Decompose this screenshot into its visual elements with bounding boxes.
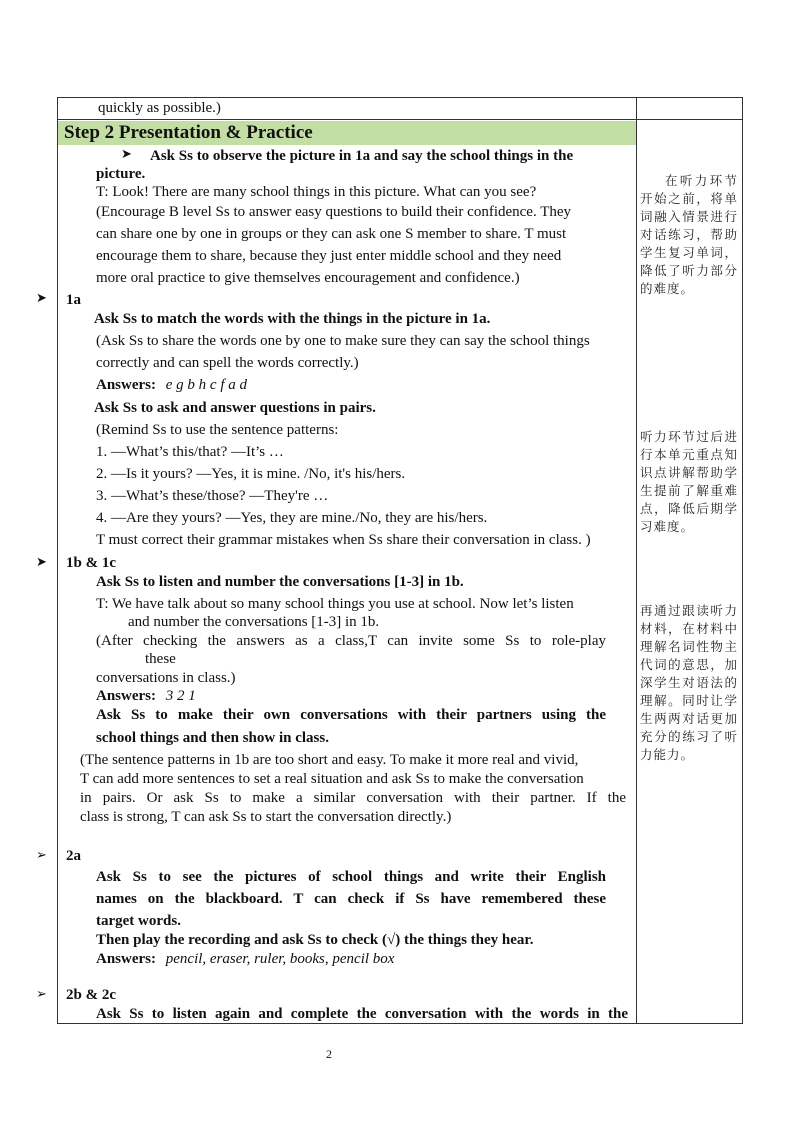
sentence-pattern: 1. —What’s this/that? —It’s … (96, 444, 284, 460)
answers-value: 3 2 1 (165, 688, 196, 704)
side-note: 在听力环节开始之前，将单词融入情景进行对话练习，帮助学生复习单词，降低了听力部分的难度。 (640, 173, 738, 296)
side-note: 再通过跟读听力材料，在材料中理解名词性物主代词的意思，加深学生对语法的理解。同时让学生两两对话更加充分的练习了听力能力。 (640, 603, 738, 762)
make-text: Ask Ss to make their own conversations with their partners using the (96, 707, 606, 723)
section-1a-instruction: Ask Ss to match the words with the things in the picture in 1a. (94, 311, 491, 327)
arrow-bullet-icon: ➤ (36, 555, 47, 570)
section-1b-teacher-line: T: We have talk about so many school things you use at school. Now let’s listen (96, 596, 574, 612)
table-border-left (57, 97, 58, 1024)
section-1a-answers (96, 377, 247, 394)
arrow-bullet-icon: ➤ (121, 147, 132, 162)
section-1a-note-line: correctly and can spell the words correctly.) (96, 355, 359, 371)
note-line: (The sentence patterns in 1b are too short and easy. To make it more real and vivid, (80, 752, 579, 768)
answers-value: e g b h c f a d (165, 377, 247, 393)
intro-note-line: encourage them to share, because they just enter middle school and they need (96, 248, 562, 264)
sentence-pattern: 3. —What’s these/those? —They're … (96, 488, 329, 504)
page-number: 2 (326, 1047, 332, 1061)
play-instruction: Then play the recording and ask Ss to check (√) the things they hear. (96, 932, 534, 948)
intro-note-line: more oral practice to give themselves encouragement and confidence.) (96, 270, 520, 286)
instruction-line: Ask Ss to see the pictures of school things and write their English (96, 869, 606, 885)
arrow-bullet-icon: ➢ (36, 848, 47, 863)
side-note: 听力环节过后进行本单元重点知识点讲解帮助学生提前了解重难点，降低后期学习难度。 (640, 429, 738, 534)
section-1b-teacher-line: and number the conversations [1-3] in 1b. (128, 614, 380, 630)
remind-line: (Remind Ss to use the sentence patterns: (96, 422, 339, 438)
intro-teacher-line: T: Look! There are many school things in this picture. What can you see? (96, 184, 537, 200)
instruction-text: Ask Ss to listen again and complete the conversation with the words in the (96, 1006, 628, 1022)
section-1b-after-line: these (145, 651, 176, 667)
table-border-bottom (57, 1023, 743, 1024)
step-title: Step 2 Presentation & Practice (64, 122, 313, 143)
intro-note-line: can share one by one in groups or they can ask one S member to share. T must (96, 226, 567, 242)
section-1b-note (80, 751, 626, 827)
answers-value: pencil, eraser, ruler, books, pencil box (165, 951, 395, 967)
continuation-text: quickly as possible.) (98, 100, 221, 116)
section-2b-label: 2b & 2c (66, 987, 116, 1003)
answers-label: Answers: (96, 951, 156, 967)
arrow-bullet-icon: ➢ (36, 987, 47, 1002)
answers-label: Answers: (96, 688, 156, 704)
sentence-pattern: 4. —Are they yours? —Yes, they are mine./No, they are his/hers. (96, 510, 488, 526)
section-1b-after-line (96, 633, 606, 650)
pairs-instruction: Ask Ss to ask and answer questions in pairs. (94, 400, 376, 416)
section-1b-after-line: conversations in class.) (96, 670, 236, 686)
table-border-right (742, 97, 743, 1024)
arrow-bullet-icon: ➤ (36, 291, 47, 306)
section-2a-answers (96, 951, 394, 968)
section-1b-answers (96, 688, 196, 705)
intro-note-line: (Encourage B level Ss to answer easy questions to build their confidence. They (96, 204, 572, 220)
instruction-line: target words. (96, 913, 181, 929)
note-line: class is strong, T can ask Ss to start the conversation directly.) (80, 809, 452, 825)
intro-instruction-cont: picture. (96, 166, 146, 182)
table-border-divider (636, 97, 637, 1024)
instruction-line: names on the blackboard. T can check if Ss have remembered these (96, 891, 606, 907)
table-border-row (57, 119, 743, 120)
section-1b-instruction: Ask Ss to listen and number the conversations [1-3] in 1b. (96, 574, 464, 590)
answers-label: Answers: (96, 377, 156, 393)
make-instruction-cont: school things and then show in class. (96, 730, 329, 746)
section-2a-label: 2a (66, 848, 81, 864)
table-border-top (57, 97, 743, 98)
correct-note: T must correct their grammar mistakes when Ss share their conversation in class. ) (96, 532, 591, 548)
intro-instruction: Ask Ss to observe the picture in 1a and say the school things in the (150, 148, 574, 164)
note-line: in pairs. Or ask Ss to make a similar conversation with their partner. If the (80, 790, 626, 806)
sentence-pattern: 2. —Is it yours? —Yes, it is mine. /No, it's his/hers. (96, 466, 406, 482)
section-2b-instruction (96, 1006, 628, 1023)
section-1a-note-line: (Ask Ss to share the words one by one to make sure they can say the school things (96, 333, 590, 349)
section-1a-label: 1a (66, 292, 81, 308)
make-instruction (96, 707, 606, 724)
note-line: T can add more sentences to set a real situation and ask Ss to make the conversation (80, 771, 584, 787)
section-2a-instruction (96, 866, 606, 932)
section-1b-label: 1b & 1c (66, 555, 116, 571)
after-text: (After checking the answers as a class,T can invite some Ss to role-play (96, 633, 606, 649)
